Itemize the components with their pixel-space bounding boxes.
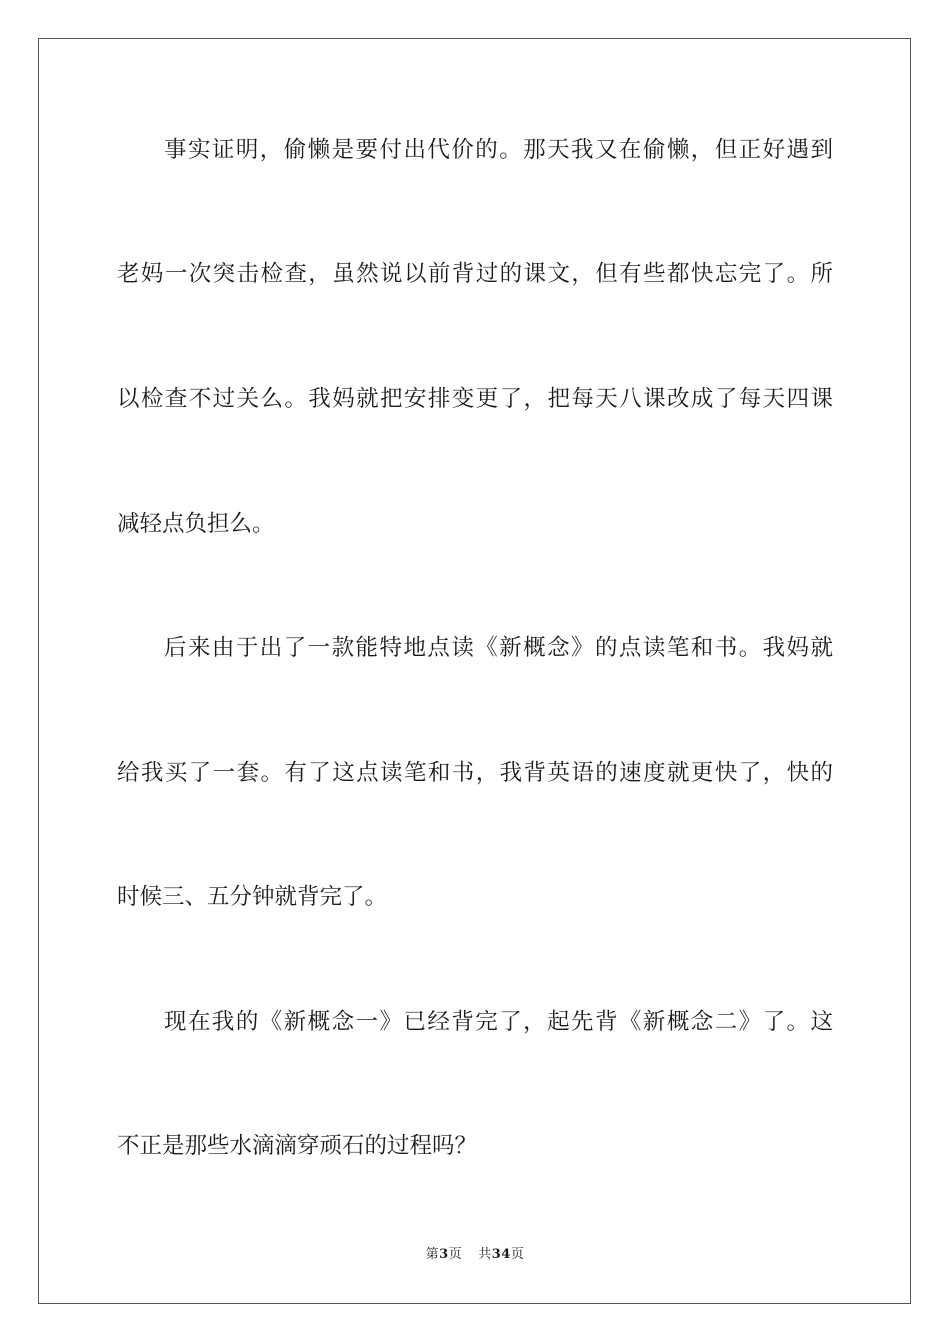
total-prefix: 共 <box>478 1247 492 1262</box>
paragraph-2-line-3: 时候三、五分钟就背完了。 <box>117 884 388 910</box>
total-suffix: 页 <box>510 1247 525 1262</box>
paragraph-2-line-2: 给我买了一套。有了这点读笔和书，我背英语的速度就更快了，快的 <box>117 760 833 786</box>
total-pages: 34 <box>491 1247 511 1262</box>
page-prefix: 第 <box>425 1247 440 1262</box>
paragraph-1-line-4: 减轻点负担么。 <box>117 511 275 537</box>
paragraph-3-line-1: 现在我的《新概念一》已经背完了，起先背《新概念二》了。这 <box>164 1009 833 1035</box>
paragraph-2-line-1: 后来由于出了一款能特地点读《新概念》的点读笔和书。我妈就 <box>164 635 833 661</box>
paragraph-1-line-2: 老妈一次突击检查，虽然说以前背过的课文，但有些都快忘完了。所 <box>117 261 833 287</box>
paragraph-1-line-3: 以检查不过关么。我妈就把安排变更了，把每天八课改成了每天四课 <box>117 386 833 412</box>
page-footer <box>0 1246 950 1264</box>
page-border <box>38 38 911 1304</box>
paragraph-3-line-2: 不正是那些水滴滴穿顽石的过程吗？ <box>117 1133 478 1159</box>
paragraph-1-line-1: 事实证明，偷懒是要付出代价的。那天我又在偷懒，但正好遇到 <box>164 137 833 163</box>
page-number: 3 <box>439 1247 449 1262</box>
page-suffix: 页 <box>448 1247 463 1262</box>
